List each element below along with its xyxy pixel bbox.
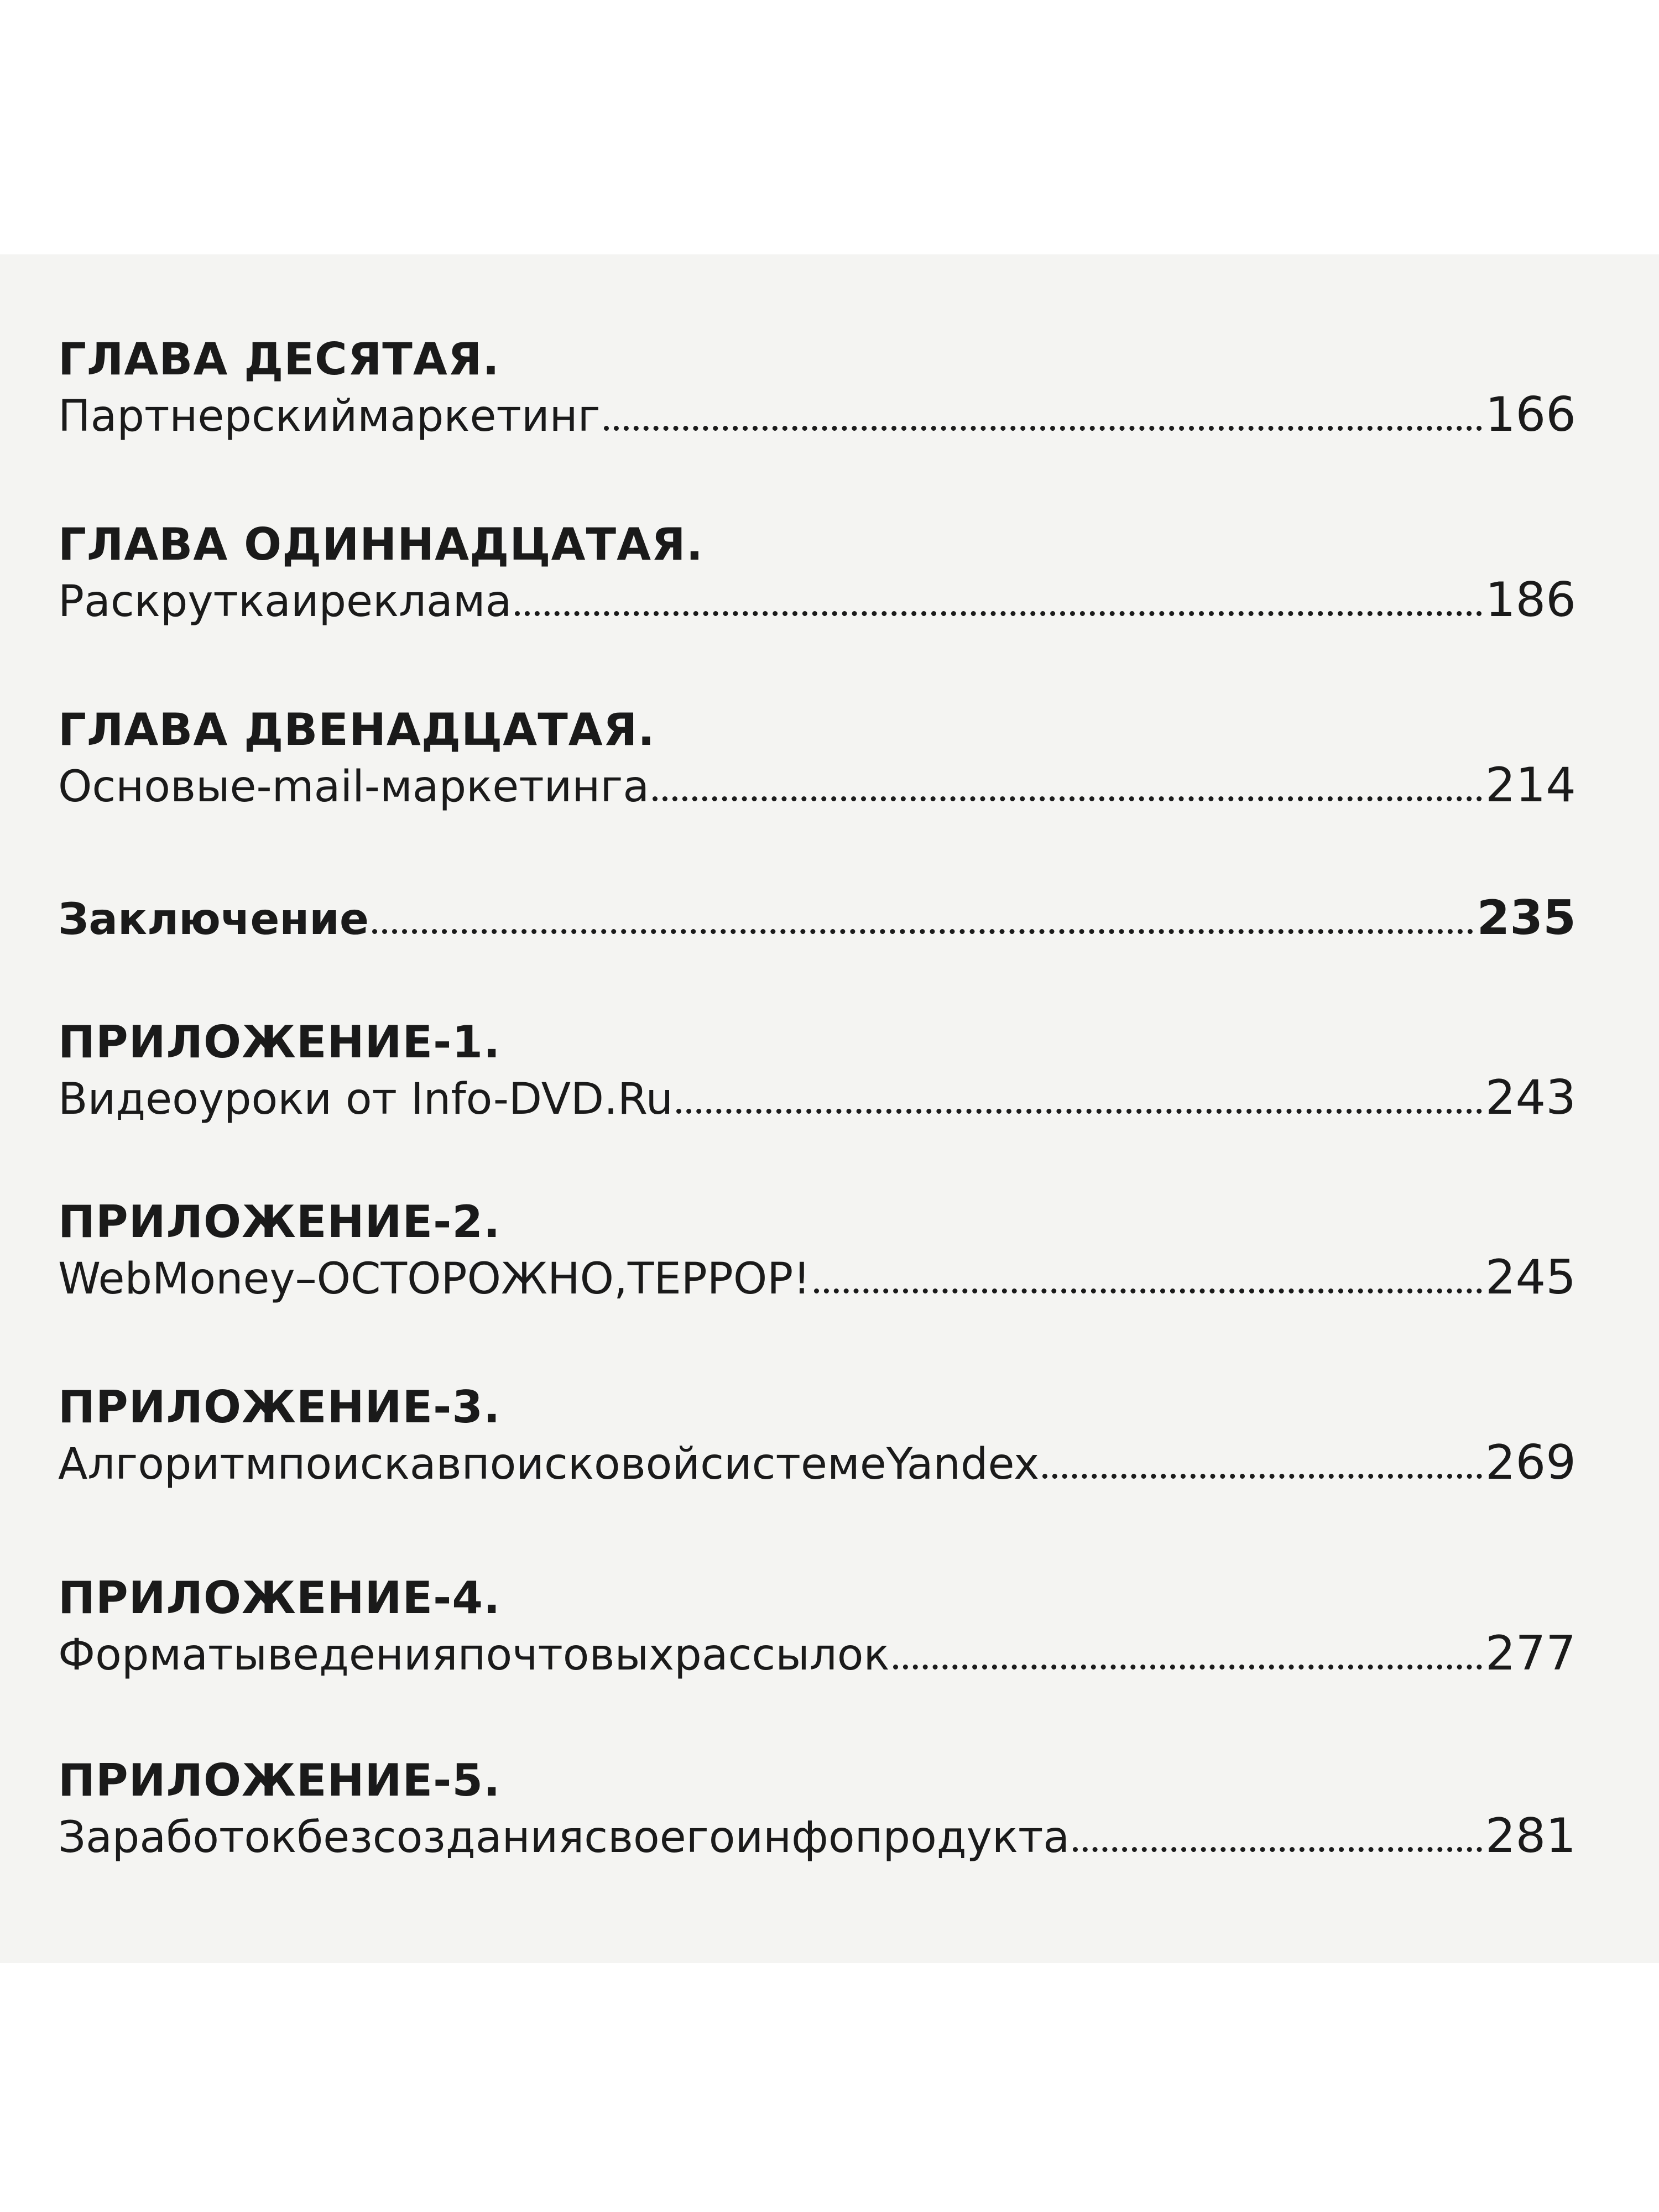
toc-title: Заключение	[58, 895, 369, 945]
chapter-heading: ПРИЛОЖЕНИЕ-3.	[58, 1381, 501, 1433]
toc-line[interactable]	[58, 1808, 1576, 1865]
chapter-heading: ГЛАВА ДВЕНАДЦАТАЯ.	[58, 704, 655, 755]
dot-leader	[676, 1109, 1482, 1114]
toc-title: Заработокбезсозданиясвоегоинфопродукта	[58, 1813, 1070, 1863]
toc-title: WebMoney–ОСТОРОЖНО,ТЕРРОР!	[58, 1254, 811, 1304]
chapter-heading: ГЛАВА ДЕСЯТАЯ.	[58, 333, 500, 385]
page-number: 243	[1485, 1070, 1576, 1125]
chapter-heading: ПРИЛОЖЕНИЕ-1.	[58, 1016, 501, 1068]
page-number: 186	[1485, 572, 1576, 628]
toc-title: Видеоуроки от Info-DVD.Ru	[58, 1074, 674, 1124]
page-number: 269	[1485, 1435, 1576, 1490]
toc-entry-chapter-11	[58, 517, 1576, 629]
toc-entry-appendix-4	[58, 1571, 1576, 1683]
toc-line[interactable]	[58, 387, 1576, 444]
toc-line[interactable]	[58, 890, 1576, 947]
toc-title: АлгоритмпоискавпоисковойсистемеYandex	[58, 1439, 1040, 1489]
toc-line[interactable]	[58, 1626, 1576, 1683]
dot-leader	[1042, 1474, 1482, 1479]
dot-leader	[604, 426, 1482, 431]
dot-leader	[1073, 1847, 1482, 1852]
chapter-heading: ГЛАВА ОДИННАДЦАТАЯ.	[58, 519, 703, 570]
toc-line[interactable]	[58, 1435, 1576, 1492]
chapter-heading: ПРИЛОЖЕНИЕ-2.	[58, 1196, 501, 1248]
dot-leader	[515, 611, 1481, 616]
toc-line[interactable]	[58, 1250, 1576, 1307]
toc-line[interactable]	[58, 758, 1576, 815]
toc-entry-appendix-3	[58, 1380, 1576, 1492]
page-number: 277	[1485, 1626, 1576, 1681]
toc-title: Форматыведенияпочтовыхрассылок	[58, 1630, 890, 1680]
dot-leader	[893, 1665, 1482, 1670]
chapter-heading: ПРИЛОЖЕНИЕ-5.	[58, 1755, 501, 1806]
page-number: 281	[1485, 1808, 1576, 1864]
toc-title: Основыe-mail-маркетинга	[58, 762, 650, 812]
page-number: 214	[1485, 758, 1576, 813]
toc-entry-appendix-2	[58, 1194, 1576, 1307]
toc-entry-conclusion	[58, 890, 1576, 947]
page-number: 166	[1485, 387, 1576, 442]
toc-entry-appendix-1	[58, 1015, 1576, 1127]
toc-title: Партнерскиймаркетинг	[58, 392, 601, 441]
dot-leader	[653, 796, 1482, 801]
toc-entry-chapter-12	[58, 702, 1576, 815]
toc-line[interactable]	[58, 1070, 1576, 1127]
dot-leader	[372, 929, 1474, 934]
dot-leader	[814, 1288, 1482, 1293]
toc-title: Раскруткаиреклама	[58, 577, 512, 627]
toc-entry-chapter-10	[58, 332, 1576, 444]
toc-entry-appendix-5	[58, 1753, 1576, 1865]
toc-line[interactable]	[58, 572, 1576, 629]
page-number: 235	[1477, 890, 1576, 946]
chapter-heading: ПРИЛОЖЕНИЕ-4.	[58, 1572, 501, 1624]
page-number: 245	[1485, 1250, 1576, 1305]
